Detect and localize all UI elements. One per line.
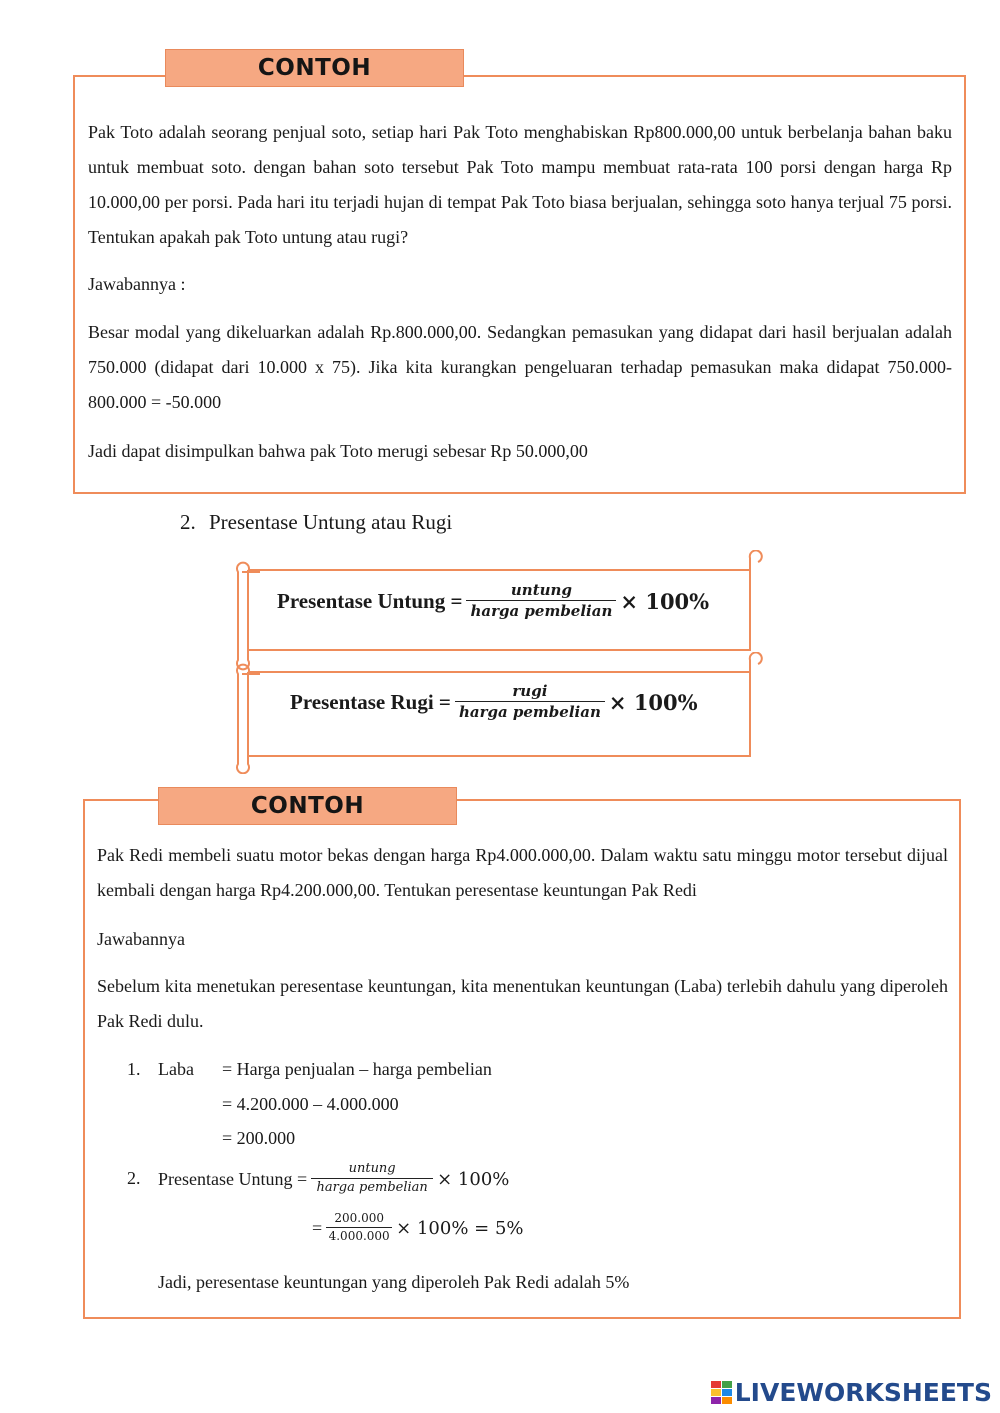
example2-step2-formula	[158, 1158, 509, 1200]
example1-tab: CONTOH	[165, 49, 464, 87]
liveworksheets-logo-icon	[711, 1381, 733, 1405]
formula-loss	[290, 676, 698, 728]
formula-profit-fraction	[466, 582, 616, 621]
example2-step2-times: × 100%	[437, 1168, 510, 1190]
example1-answer-label: Jawabannya :	[88, 274, 186, 294]
formula-profit-numerator: untung	[466, 582, 616, 601]
liveworksheets-logo	[711, 1378, 992, 1407]
example2-step1-line1: = Harga penjualan – harga pembelian	[222, 1059, 492, 1079]
formula-loss-denominator: harga pembelian	[458, 703, 601, 721]
example2-step2-calc-result: × 100% = 5%	[396, 1217, 524, 1239]
example2-step2-number: 2.	[127, 1168, 141, 1188]
example2-problem: Pak Redi membeli suatu motor bekas dengan harga Rp4.000.000,00. Dalam waktu satu minggu motor tersebut dijual kembali dengan harga Rp4.200.000,00. Tentukan peresentase keuntungan Pak Redi	[97, 845, 948, 900]
example2-tab: CONTOH	[158, 787, 457, 825]
formula-loss-numerator: rugi	[455, 683, 605, 702]
example2-step2-calc-numerator: 200.000	[326, 1212, 392, 1228]
formula-loss-label: Presentase Rugi =	[290, 689, 451, 714]
example2-step1-line2: = 4.200.000 – 4.000.000	[222, 1094, 399, 1114]
example1-problem: Pak Toto adalah seorang penjual soto, setiap hari Pak Toto menghabiskan Rp800.000,00 untuk berbelanja bahan baku untuk membuat soto. dengan bahan soto tersebut Pak Toto mampu membuat rata-rata 100 porsi dengan harga Rp 10.000,00 per porsi. Pada hari itu terjadi hujan di tempat Pak Toto biasa berjualan, sehingga soto hanya terjual 75 porsi. Tentukan apakah pak Toto untung atau rugi?	[88, 122, 952, 247]
example2-step2-denominator: harga pembelian	[316, 1180, 428, 1195]
formula-profit-denominator: harga pembelian	[470, 602, 613, 620]
example2-step2-label: Presentase Untung =	[158, 1168, 308, 1189]
example2-step1-label: Laba	[158, 1059, 194, 1079]
example1-explanation: Besar modal yang dikeluarkan adalah Rp.800.000,00. Sedangkan pemasukan yang didapat dari hasil berjualan adalah 750.000 (didapat dari 10.000 x 75). Jika kita kurangkan pengeluaran terhadap pemasukan maka didapat 750.000-800.000 = -50.000	[88, 322, 952, 412]
example2-conclusion: Jadi, peresentase keuntungan yang diperoleh Pak Redi adalah 5%	[158, 1272, 630, 1292]
formula-profit-label: Presentase Untung =	[277, 588, 463, 613]
example2-step2-calc-denominator: 4.000.000	[328, 1229, 390, 1243]
example2-step2-fraction	[311, 1162, 433, 1196]
formula-profit-times: × 100%	[620, 588, 710, 614]
liveworksheets-brand-text: LIVEWORKSHEETS	[734, 1378, 992, 1407]
example2-step1-line3: = 200.000	[222, 1128, 296, 1148]
example2-answer-label: Jawabannya	[97, 929, 185, 949]
example1-conclusion: Jadi dapat disimpulkan bahwa pak Toto merugi sebesar Rp 50.000,00	[88, 441, 588, 461]
section2-number: 2.	[180, 510, 196, 534]
example2-step2-numerator: untung	[311, 1162, 433, 1179]
section2-title: Presentase Untung atau Rugi	[209, 510, 453, 534]
example2-step2-calculation	[312, 1207, 524, 1249]
example2-step2-calc-fraction	[326, 1212, 392, 1244]
formula-loss-fraction	[455, 683, 605, 722]
formula-loss-times: × 100%	[608, 689, 698, 715]
section2-heading	[180, 510, 452, 535]
formula-profit	[277, 575, 709, 627]
example2-intro: Sebelum kita menetukan peresentase keuntungan, kita menentukan keuntungan (Laba) terlebih dahulu yang diperoleh Pak Redi dulu.	[97, 976, 948, 1031]
example2-step1-number: 1.	[127, 1059, 141, 1079]
example2-step2-eq: =	[312, 1217, 323, 1238]
